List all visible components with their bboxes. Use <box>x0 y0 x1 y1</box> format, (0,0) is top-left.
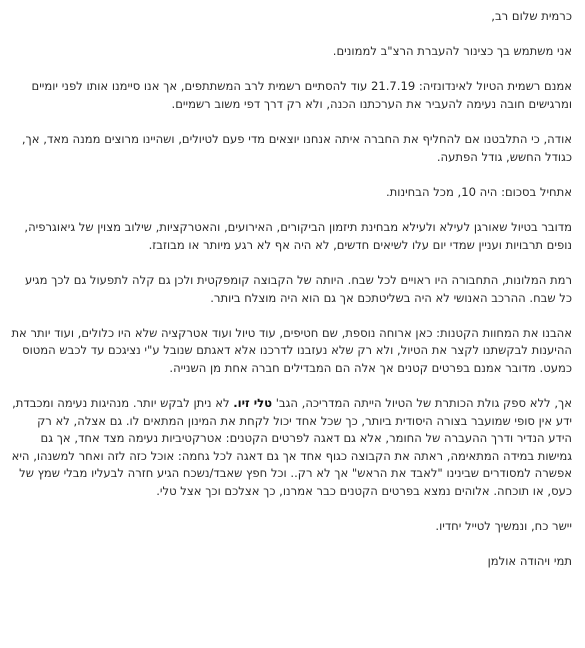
guide-praise-text: לא ניתן לבקש יותר. מנהיגות נעימה ומכבדת, ידע אין סופי שמועבר בצורה היסודית ביותר, כך שכל אחד יכול לקחת את המינון המתאים לו. גם אצלה, לא רק הידע הנדיר ודרך ההעברה של החומר, אלא גם דאגה לפרטים הקטנים: אטרקטיביות נעימה מצד אחד, אך גם גמישות במידה המתאימה, ראתה את הקבוצה כגוף אחד אך גם דאגה לכל גחמה: אוכל כזה לזה ואחר למשנהו, היא אפשרה למסודרים שבינינו "לאבד את הראש" אך לא רק.. וכל חפץ שאבד/נשכח הגיע חזרה לבעליו מבלי שמץ של כעס, או תוכחה. אלוהים נמצא בפרטים הקטנים כבר אמרנו, כך אצלכם וכך אצל טלי. <box>11 396 572 499</box>
guide-intro-text: אך, ללא ספק גולת הכותרת של הטיול הייתה המדריכה, הגב' <box>272 396 572 411</box>
paragraph-organization: מדובר בטיול שאורגן לעילא ולעילא מבחינת תיזמון הביקורים, האירועים, והאטרקציות, שילוב מצוין של גיאוגרפיה, נופים תרבויות ועניין שמדי יום עלו לשיאים חדשים, לא היה אף לא רגע מיותר או מבוזבז. <box>24 220 572 252</box>
paragraph-hotels-transport: רמת המלונות, התחבורה היו ראויים לכל שבח. היותה של הקבוצה קומפקטית ולכן גם קלה לתפעול גם לכך מגיע כל שבח. ההרכב האנושי לא היה בשליטתכם אך גם הוא היה מוצלח ביותר. <box>24 272 572 305</box>
paragraph-small-gestures: אהבנו את המחוות הקטנות: כאן ארוחה נוספת, שם חטיפים, עוד טיול ועוד אטרקציה שלא היו כלולים, ועוד יותר את ההיענות לבקשתנו לקצר את הטיול, ולא רק שלא נעזבנו לדרכנו אלא דאגתם שנובל ע"י נציגכם עד לכבש המטוס כמעט. מדובר אמנם בפרטים קטנים אך אלה הם המבדילים חברה אחת מן השנייה. <box>11 325 572 375</box>
paragraph-guide <box>10 395 572 501</box>
paragraph-summary: אתחיל בסכום: היה 10, מכל הבחינות. <box>385 184 572 199</box>
paragraph-trip-dates: אמנם רשמית הטיול לאינדונזיה: 21.7.19 עוד להסתיים רשמית לרב המשתתפים, אך אנו סיימנו אותו לפני יומיים ומרגישים חובה נעימה להעביר את הערכתנו הכנה, ולא רק דרך דפי משוב רשמיים. <box>31 79 572 111</box>
paragraph-hesitation: אודה, כי התלבטנו אם להחליף את החברה איתה אנחנו יוצאים מדי פעם לטיולים, ושהיינו מרוצים ממנה מאד, אך, כגודל החשש, גודל הפתעה. <box>21 132 572 164</box>
guide-name: טלי זיו. <box>233 396 273 411</box>
paragraph-closing: יישר כח, ונמשיך לטייל יחדיו. <box>435 519 572 534</box>
signature: תמי ויהודה אולמן <box>487 554 572 569</box>
greeting: כרמית שלום רב, <box>491 9 572 23</box>
intro-paragraph: אני משתמש בך כצינור להעברת הרצ"ב לממונים. <box>332 44 572 59</box>
